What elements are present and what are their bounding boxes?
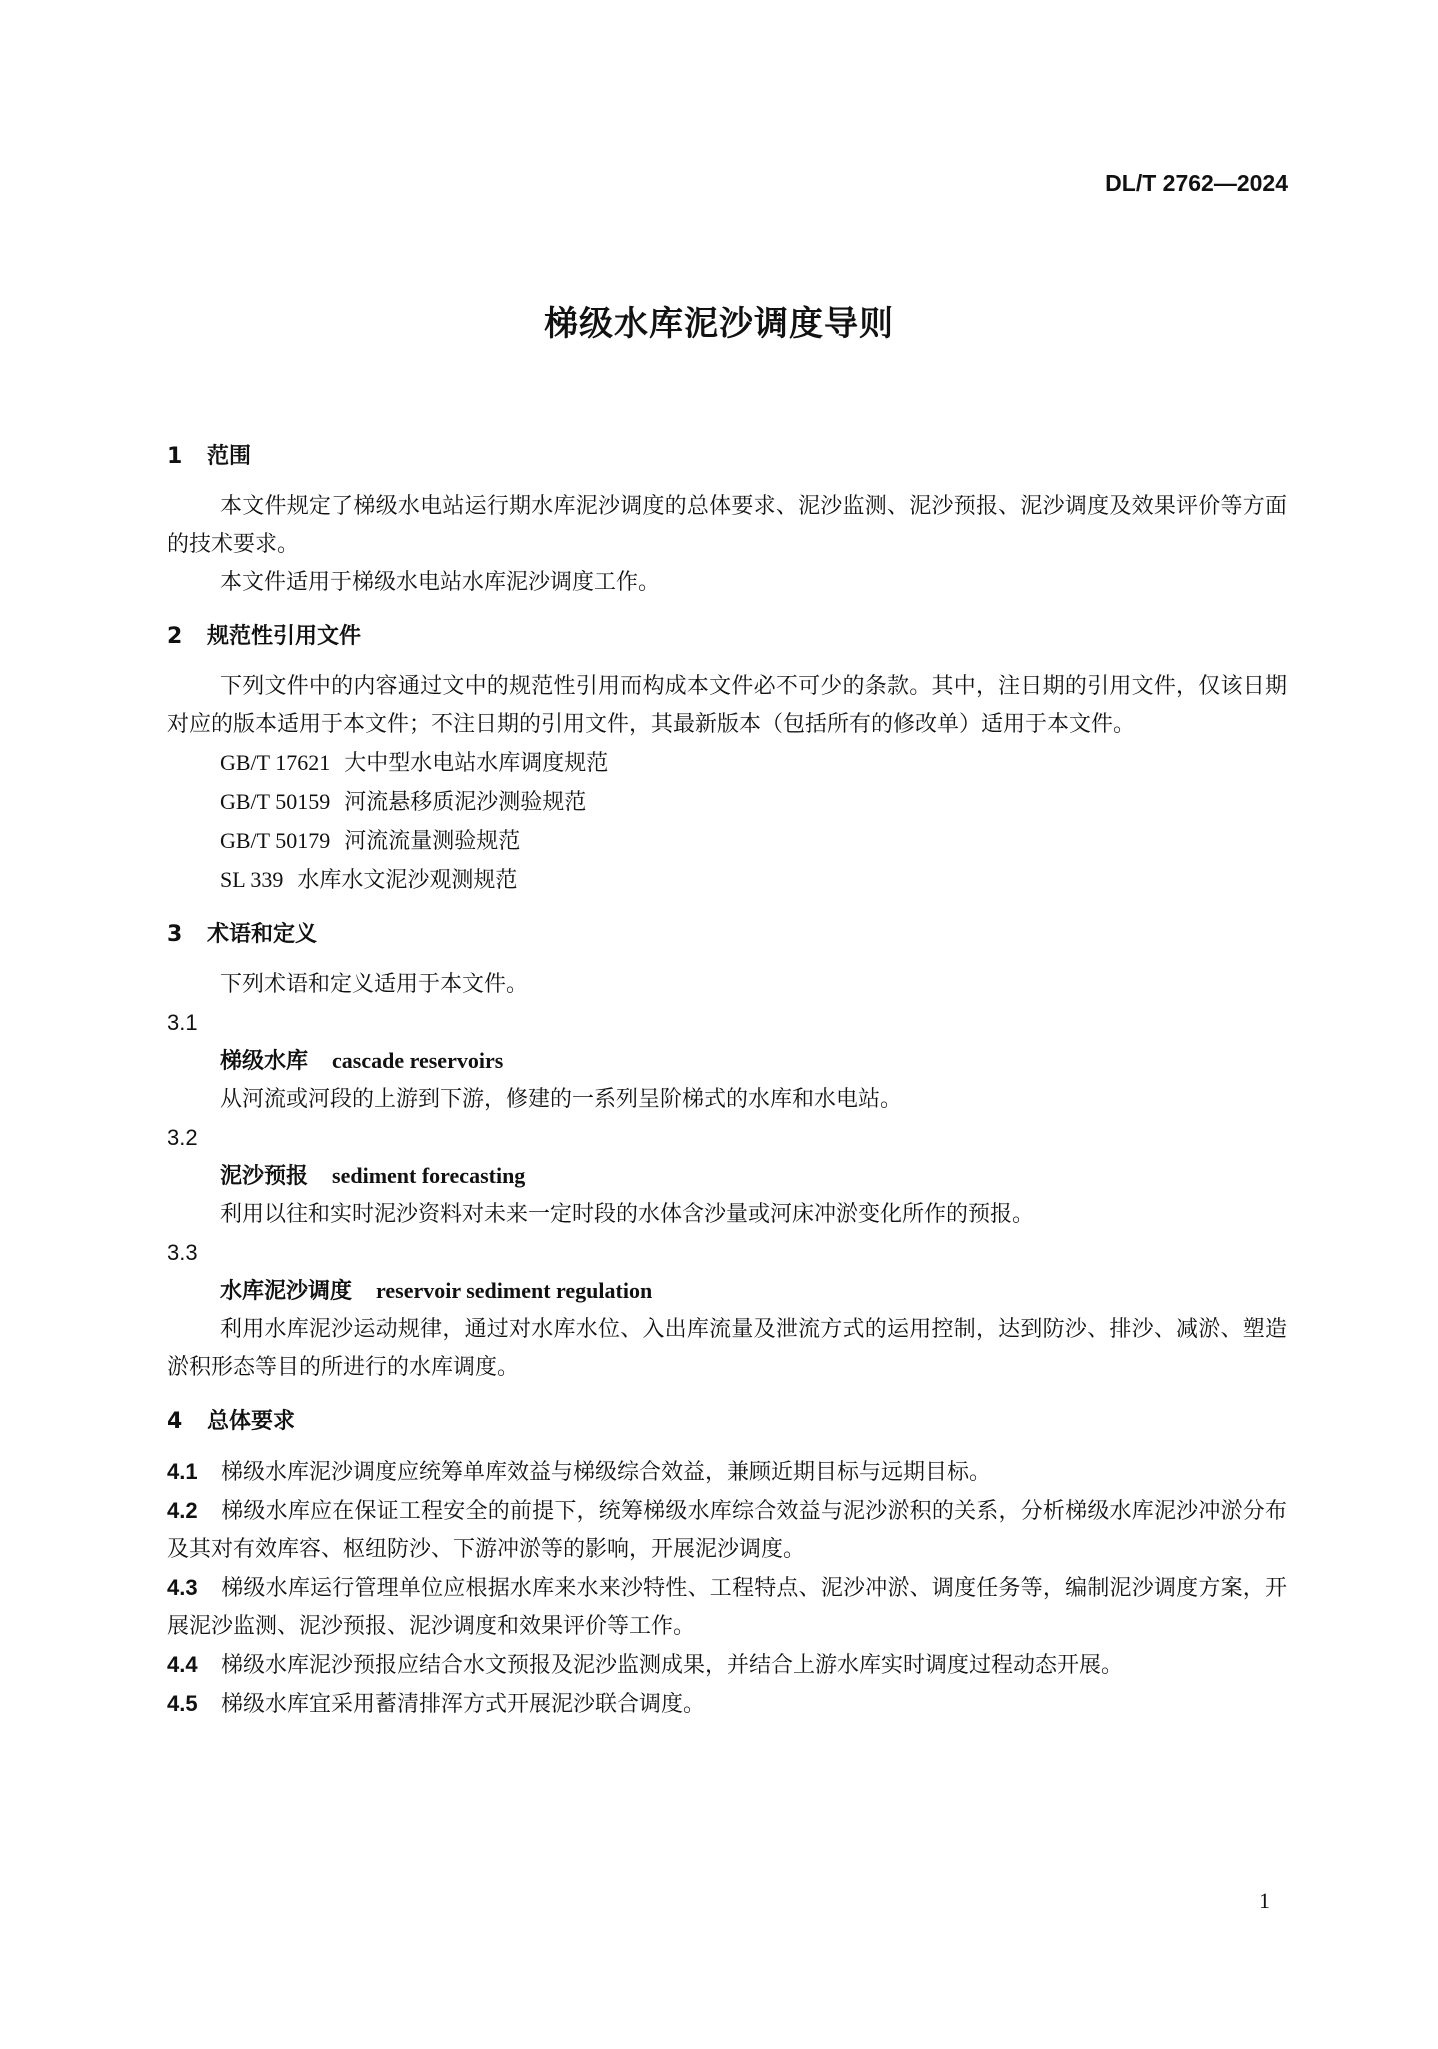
reference-title: 大中型水电站水库调度规范: [344, 751, 609, 776]
term-number: 3.3: [167, 1240, 198, 1265]
paragraph: 下列文件中的内容通过文中的规范性引用而构成本文件必不可少的条款。其中，注日期的引用文件，仅该日期对应的版本适用于本文件；不注日期的引用文件，其最新版本（包括所有的修改单）适用于本文件。: [167, 674, 1287, 737]
clause: [167, 1569, 1287, 1646]
term-zh: 泥沙预报: [220, 1164, 309, 1189]
term-en: reservoir sediment regulation: [376, 1278, 653, 1303]
clause-text: 梯级水库泥沙调度应统筹单库效益与梯级综合效益，兼顾近期目标与远期目标。: [221, 1460, 992, 1485]
term-entry: [167, 1042, 1287, 1081]
section-2-heading: [167, 618, 1287, 656]
standard-code: DL/T 2762—2024: [1105, 170, 1288, 196]
reference-code: GB/T 50179: [220, 828, 331, 853]
reference-code: GB/T 17621: [220, 750, 331, 775]
clause: [167, 1492, 1287, 1569]
term-number: 3.1: [167, 1010, 198, 1035]
term-number: 3.2: [167, 1125, 198, 1150]
section-3-heading: [167, 916, 1287, 954]
clause-text: 梯级水库运行管理单位应根据水库来水来沙特性、工程特点、泥沙冲淤、调度任务等，编制泥沙调度方案，开展泥沙监测、泥沙预报、泥沙调度和效果评价等工作。: [167, 1576, 1287, 1639]
paragraph: 本文件适用于梯级水电站水库泥沙调度工作。: [220, 570, 661, 595]
paragraph: 本文件规定了梯级水电站运行期水库泥沙调度的总体要求、泥沙监测、泥沙预报、泥沙调度及效果评价等方面的技术要求。: [167, 494, 1287, 557]
section-number: 3: [167, 922, 183, 947]
section-1-heading: [167, 438, 1287, 476]
reference-code: GB/T 50159: [220, 789, 331, 814]
section-title: 术语和定义: [207, 922, 318, 947]
term-en: sediment forecasting: [332, 1163, 526, 1188]
term-entry: [167, 1157, 1287, 1196]
reference-item: [167, 744, 1287, 783]
clause-number: 4.2: [167, 1498, 198, 1523]
term-definition: 利用以往和实时泥沙资料对未来一定时段的水体含沙量或河床冲淤变化所作的预报。: [220, 1202, 1035, 1227]
term-entry: [167, 1272, 1287, 1311]
section-title: 总体要求: [207, 1409, 296, 1434]
term-zh: 水库泥沙调度: [220, 1279, 353, 1304]
term-zh: 梯级水库: [220, 1049, 309, 1074]
reference-item: [167, 822, 1287, 861]
clause-text: 梯级水库应在保证工程安全的前提下，统筹梯级水库综合效益与泥沙淤积的关系，分析梯级水库泥沙冲淤分布及其对有效库容、枢纽防沙、下游冲淤等的影响，开展泥沙调度。: [167, 1499, 1287, 1562]
term-definition: 从河流或河段的上游到下游，修建的一系列呈阶梯式的水库和水电站。: [220, 1087, 903, 1112]
section-number: 2: [167, 624, 183, 649]
term-definition: 利用水库泥沙运动规律，通过对水库水位、入出库流量及泄流方式的运用控制，达到防沙、排沙、减淤、塑造淤积形态等目的所进行的水库调度。: [167, 1317, 1287, 1380]
clause-text: 梯级水库泥沙预报应结合水文预报及泥沙监测成果，并结合上游水库实时调度过程动态开展。: [221, 1653, 1124, 1678]
page-number: 1: [1259, 1888, 1270, 1913]
clause-number: 4.4: [167, 1652, 198, 1677]
document-body: [167, 438, 1287, 1724]
reference-title: 水库水文泥沙观测规范: [297, 868, 518, 893]
reference-item: [167, 861, 1287, 900]
clause: [167, 1685, 1287, 1724]
reference-code: SL 339: [220, 867, 284, 892]
clause-number: 4.3: [167, 1575, 198, 1600]
section-number: 1: [167, 444, 183, 469]
clause-text: 梯级水库宜采用蓄清排浑方式开展泥沙联合调度。: [221, 1692, 706, 1717]
term-en: cascade reservoirs: [332, 1048, 504, 1073]
section-title: 范围: [207, 444, 252, 469]
paragraph: 下列术语和定义适用于本文件。: [220, 972, 529, 997]
clause-number: 4.1: [167, 1459, 198, 1484]
clause-number: 4.5: [167, 1691, 198, 1716]
reference-title: 河流悬移质泥沙测验规范: [344, 790, 587, 815]
section-title: 规范性引用文件: [207, 624, 362, 649]
document-title: 梯级水库泥沙调度导则: [544, 304, 894, 344]
section-4-heading: [167, 1403, 1287, 1441]
section-number: 4: [167, 1409, 183, 1434]
reference-title: 河流流量测验规范: [344, 829, 521, 854]
clause: [167, 1646, 1287, 1685]
clause: [167, 1453, 1287, 1492]
reference-item: [167, 783, 1287, 822]
